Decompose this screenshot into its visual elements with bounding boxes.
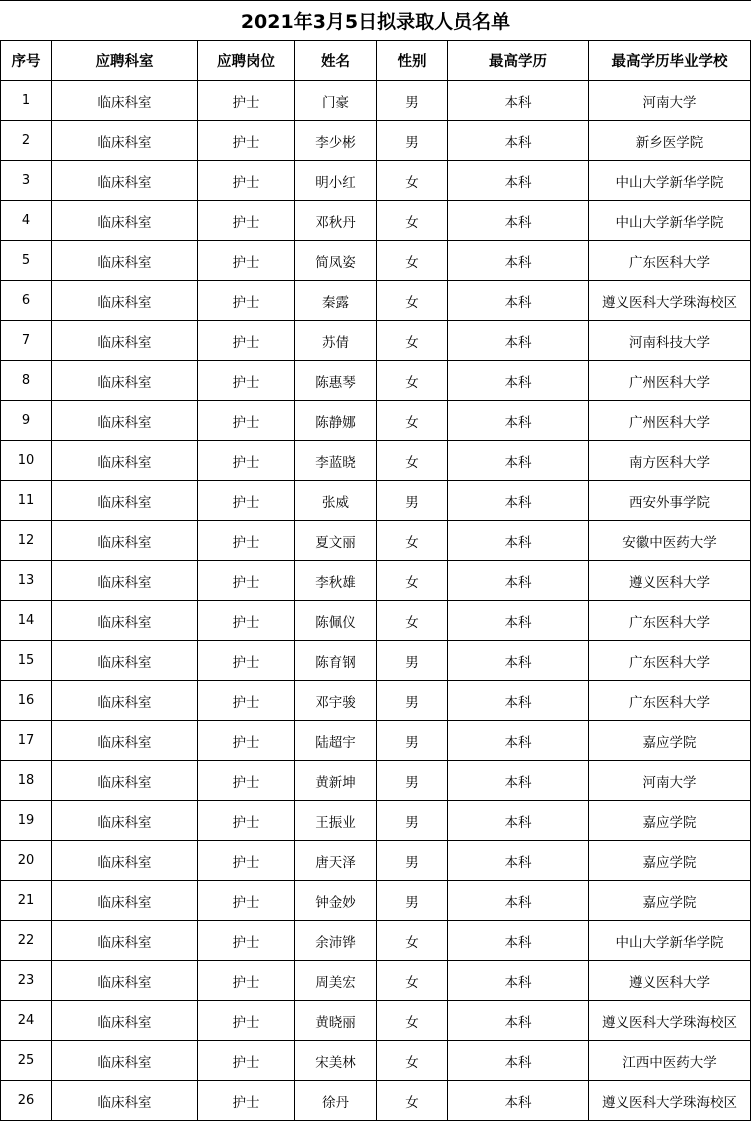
cell-index: 10 <box>1 441 52 481</box>
cell-position: 护士 <box>198 441 295 481</box>
cell-school: 江西中医药大学 <box>589 1041 751 1081</box>
cell-school: 嘉应学院 <box>589 801 751 841</box>
table-row <box>1 1041 751 1081</box>
table-row <box>1 921 751 961</box>
cell-gender: 女 <box>377 601 448 641</box>
cell-name: 简凤姿 <box>295 241 377 281</box>
cell-name: 陈静娜 <box>295 401 377 441</box>
table-row <box>1 361 751 401</box>
cell-department: 临床科室 <box>52 761 198 801</box>
cell-name: 李蓝晓 <box>295 441 377 481</box>
cell-education: 本科 <box>448 281 589 321</box>
table-row <box>1 481 751 521</box>
cell-name: 宋美林 <box>295 1041 377 1081</box>
cell-gender: 男 <box>377 801 448 841</box>
cell-name: 李少彬 <box>295 121 377 161</box>
cell-index: 12 <box>1 521 52 561</box>
cell-position: 护士 <box>198 761 295 801</box>
cell-department: 临床科室 <box>52 961 198 1001</box>
cell-education: 本科 <box>448 161 589 201</box>
cell-name: 唐天泽 <box>295 841 377 881</box>
cell-department: 临床科室 <box>52 601 198 641</box>
cell-education: 本科 <box>448 81 589 121</box>
cell-school: 广东医科大学 <box>589 601 751 641</box>
cell-education: 本科 <box>448 1041 589 1081</box>
cell-department: 临床科室 <box>52 921 198 961</box>
table-row <box>1 401 751 441</box>
cell-name: 陈育钢 <box>295 641 377 681</box>
cell-position: 护士 <box>198 521 295 561</box>
table-row <box>1 1001 751 1041</box>
cell-index: 19 <box>1 801 52 841</box>
cell-position: 护士 <box>198 801 295 841</box>
cell-position: 护士 <box>198 241 295 281</box>
cell-name: 钟金妙 <box>295 881 377 921</box>
cell-education: 本科 <box>448 1081 589 1121</box>
table-row <box>1 241 751 281</box>
cell-name: 余沛铧 <box>295 921 377 961</box>
cell-name: 邓秋丹 <box>295 201 377 241</box>
cell-education: 本科 <box>448 881 589 921</box>
cell-gender: 男 <box>377 681 448 721</box>
cell-department: 临床科室 <box>52 881 198 921</box>
cell-department: 临床科室 <box>52 681 198 721</box>
cell-school: 广东医科大学 <box>589 641 751 681</box>
cell-school: 广州医科大学 <box>589 361 751 401</box>
cell-index: 14 <box>1 601 52 641</box>
table-row <box>1 841 751 881</box>
cell-education: 本科 <box>448 1001 589 1041</box>
cell-index: 13 <box>1 561 52 601</box>
cell-education: 本科 <box>448 681 589 721</box>
table-row <box>1 201 751 241</box>
cell-department: 临床科室 <box>52 521 198 561</box>
cell-index: 2 <box>1 121 52 161</box>
cell-department: 临床科室 <box>52 801 198 841</box>
cell-index: 25 <box>1 1041 52 1081</box>
table-row <box>1 81 751 121</box>
cell-index: 20 <box>1 841 52 881</box>
cell-index: 17 <box>1 721 52 761</box>
cell-department: 临床科室 <box>52 1041 198 1081</box>
cell-department: 临床科室 <box>52 121 198 161</box>
cell-position: 护士 <box>198 1001 295 1041</box>
cell-education: 本科 <box>448 601 589 641</box>
cell-department: 临床科室 <box>52 321 198 361</box>
cell-education: 本科 <box>448 721 589 761</box>
cell-education: 本科 <box>448 481 589 521</box>
cell-position: 护士 <box>198 921 295 961</box>
cell-school: 嘉应学院 <box>589 881 751 921</box>
cell-gender: 女 <box>377 401 448 441</box>
cell-name: 王振业 <box>295 801 377 841</box>
cell-school: 安徽中医药大学 <box>589 521 751 561</box>
cell-education: 本科 <box>448 121 589 161</box>
table-row <box>1 681 751 721</box>
cell-department: 临床科室 <box>52 81 198 121</box>
table-row <box>1 441 751 481</box>
cell-department: 临床科室 <box>52 241 198 281</box>
cell-department: 临床科室 <box>52 841 198 881</box>
cell-school: 遵义医科大学 <box>589 561 751 601</box>
cell-gender: 男 <box>377 761 448 801</box>
cell-education: 本科 <box>448 961 589 1001</box>
cell-position: 护士 <box>198 681 295 721</box>
cell-department: 临床科室 <box>52 561 198 601</box>
cell-school: 嘉应学院 <box>589 841 751 881</box>
header-cell-department: 应聘科室 <box>52 41 198 81</box>
table-row <box>1 1081 751 1121</box>
cell-name: 夏文丽 <box>295 521 377 561</box>
table-row <box>1 281 751 321</box>
cell-gender: 女 <box>377 441 448 481</box>
cell-education: 本科 <box>448 241 589 281</box>
cell-school: 中山大学新华学院 <box>589 201 751 241</box>
cell-gender: 女 <box>377 521 448 561</box>
cell-education: 本科 <box>448 761 589 801</box>
cell-education: 本科 <box>448 801 589 841</box>
cell-name: 明小红 <box>295 161 377 201</box>
header-cell-name: 姓名 <box>295 41 377 81</box>
cell-gender: 女 <box>377 1081 448 1121</box>
cell-position: 护士 <box>198 321 295 361</box>
cell-position: 护士 <box>198 281 295 321</box>
cell-name: 黄晓丽 <box>295 1001 377 1041</box>
cell-department: 临床科室 <box>52 401 198 441</box>
table-row <box>1 961 751 1001</box>
cell-school: 西安外事学院 <box>589 481 751 521</box>
cell-department: 临床科室 <box>52 1081 198 1121</box>
cell-index: 26 <box>1 1081 52 1121</box>
cell-position: 护士 <box>198 361 295 401</box>
cell-gender: 男 <box>377 881 448 921</box>
cell-name: 陈佩仪 <box>295 601 377 641</box>
cell-name: 苏倩 <box>295 321 377 361</box>
cell-name: 秦露 <box>295 281 377 321</box>
sheet-title: 2021年3月5日拟录取人员名单 <box>0 0 751 40</box>
cell-department: 临床科室 <box>52 1001 198 1041</box>
header-cell-position: 应聘岗位 <box>198 41 295 81</box>
cell-school: 河南科技大学 <box>589 321 751 361</box>
cell-education: 本科 <box>448 921 589 961</box>
cell-school: 中山大学新华学院 <box>589 921 751 961</box>
cell-position: 护士 <box>198 1081 295 1121</box>
cell-position: 护士 <box>198 841 295 881</box>
table-row <box>1 321 751 361</box>
cell-index: 22 <box>1 921 52 961</box>
cell-position: 护士 <box>198 721 295 761</box>
header-row <box>1 41 751 81</box>
table-row <box>1 641 751 681</box>
cell-position: 护士 <box>198 1041 295 1081</box>
header-cell-school: 最高学历毕业学校 <box>589 41 751 81</box>
cell-department: 临床科室 <box>52 641 198 681</box>
cell-name: 徐丹 <box>295 1081 377 1121</box>
cell-gender: 男 <box>377 81 448 121</box>
cell-education: 本科 <box>448 561 589 601</box>
cell-index: 5 <box>1 241 52 281</box>
cell-name: 黄新坤 <box>295 761 377 801</box>
cell-school: 广东医科大学 <box>589 241 751 281</box>
cell-gender: 女 <box>377 361 448 401</box>
cell-school: 遵义医科大学珠海校区 <box>589 1001 751 1041</box>
cell-gender: 女 <box>377 561 448 601</box>
cell-department: 临床科室 <box>52 361 198 401</box>
cell-position: 护士 <box>198 601 295 641</box>
cell-school: 广东医科大学 <box>589 681 751 721</box>
cell-education: 本科 <box>448 641 589 681</box>
cell-index: 8 <box>1 361 52 401</box>
cell-school: 广州医科大学 <box>589 401 751 441</box>
cell-index: 18 <box>1 761 52 801</box>
cell-education: 本科 <box>448 441 589 481</box>
cell-index: 23 <box>1 961 52 1001</box>
cell-position: 护士 <box>198 561 295 601</box>
cell-name: 门豪 <box>295 81 377 121</box>
table-row <box>1 801 751 841</box>
candidate-table <box>0 40 751 1121</box>
cell-department: 临床科室 <box>52 441 198 481</box>
table-row <box>1 561 751 601</box>
cell-position: 护士 <box>198 641 295 681</box>
table-row <box>1 881 751 921</box>
cell-index: 9 <box>1 401 52 441</box>
cell-school: 遵义医科大学 <box>589 961 751 1001</box>
cell-name: 陆超宇 <box>295 721 377 761</box>
cell-gender: 女 <box>377 161 448 201</box>
table-row <box>1 721 751 761</box>
cell-position: 护士 <box>198 401 295 441</box>
cell-department: 临床科室 <box>52 481 198 521</box>
cell-name: 邓宇骏 <box>295 681 377 721</box>
cell-gender: 男 <box>377 841 448 881</box>
cell-position: 护士 <box>198 481 295 521</box>
cell-gender: 女 <box>377 961 448 1001</box>
cell-gender: 男 <box>377 721 448 761</box>
cell-index: 6 <box>1 281 52 321</box>
cell-gender: 男 <box>377 481 448 521</box>
cell-name: 陈惠琴 <box>295 361 377 401</box>
cell-department: 临床科室 <box>52 721 198 761</box>
table-row <box>1 161 751 201</box>
cell-position: 护士 <box>198 121 295 161</box>
cell-education: 本科 <box>448 521 589 561</box>
cell-position: 护士 <box>198 961 295 1001</box>
cell-gender: 女 <box>377 201 448 241</box>
cell-gender: 女 <box>377 321 448 361</box>
cell-index: 21 <box>1 881 52 921</box>
cell-school: 遵义医科大学珠海校区 <box>589 1081 751 1121</box>
cell-school: 河南大学 <box>589 81 751 121</box>
cell-position: 护士 <box>198 161 295 201</box>
table-row <box>1 761 751 801</box>
cell-gender: 女 <box>377 241 448 281</box>
cell-school: 遵义医科大学珠海校区 <box>589 281 751 321</box>
cell-position: 护士 <box>198 201 295 241</box>
cell-gender: 女 <box>377 921 448 961</box>
header-cell-gender: 性别 <box>377 41 448 81</box>
cell-index: 4 <box>1 201 52 241</box>
cell-index: 16 <box>1 681 52 721</box>
table-body <box>1 81 751 1121</box>
cell-name: 李秋雄 <box>295 561 377 601</box>
cell-index: 11 <box>1 481 52 521</box>
table-row <box>1 121 751 161</box>
cell-school: 河南大学 <box>589 761 751 801</box>
table-row <box>1 521 751 561</box>
header-cell-index: 序号 <box>1 41 52 81</box>
cell-name: 张威 <box>295 481 377 521</box>
table-row <box>1 601 751 641</box>
cell-school: 新乡医学院 <box>589 121 751 161</box>
cell-education: 本科 <box>448 201 589 241</box>
cell-name: 周美宏 <box>295 961 377 1001</box>
cell-department: 临床科室 <box>52 161 198 201</box>
cell-school: 嘉应学院 <box>589 721 751 761</box>
cell-school: 中山大学新华学院 <box>589 161 751 201</box>
cell-gender: 女 <box>377 1001 448 1041</box>
cell-gender: 女 <box>377 281 448 321</box>
header-cell-education: 最高学历 <box>448 41 589 81</box>
cell-position: 护士 <box>198 881 295 921</box>
cell-index: 7 <box>1 321 52 361</box>
cell-position: 护士 <box>198 81 295 121</box>
cell-gender: 男 <box>377 641 448 681</box>
cell-index: 1 <box>1 81 52 121</box>
cell-index: 15 <box>1 641 52 681</box>
cell-education: 本科 <box>448 401 589 441</box>
cell-education: 本科 <box>448 841 589 881</box>
cell-education: 本科 <box>448 361 589 401</box>
cell-gender: 男 <box>377 121 448 161</box>
cell-education: 本科 <box>448 321 589 361</box>
cell-department: 临床科室 <box>52 281 198 321</box>
cell-department: 临床科室 <box>52 201 198 241</box>
cell-index: 24 <box>1 1001 52 1041</box>
cell-school: 南方医科大学 <box>589 441 751 481</box>
cell-gender: 女 <box>377 1041 448 1081</box>
cell-index: 3 <box>1 161 52 201</box>
